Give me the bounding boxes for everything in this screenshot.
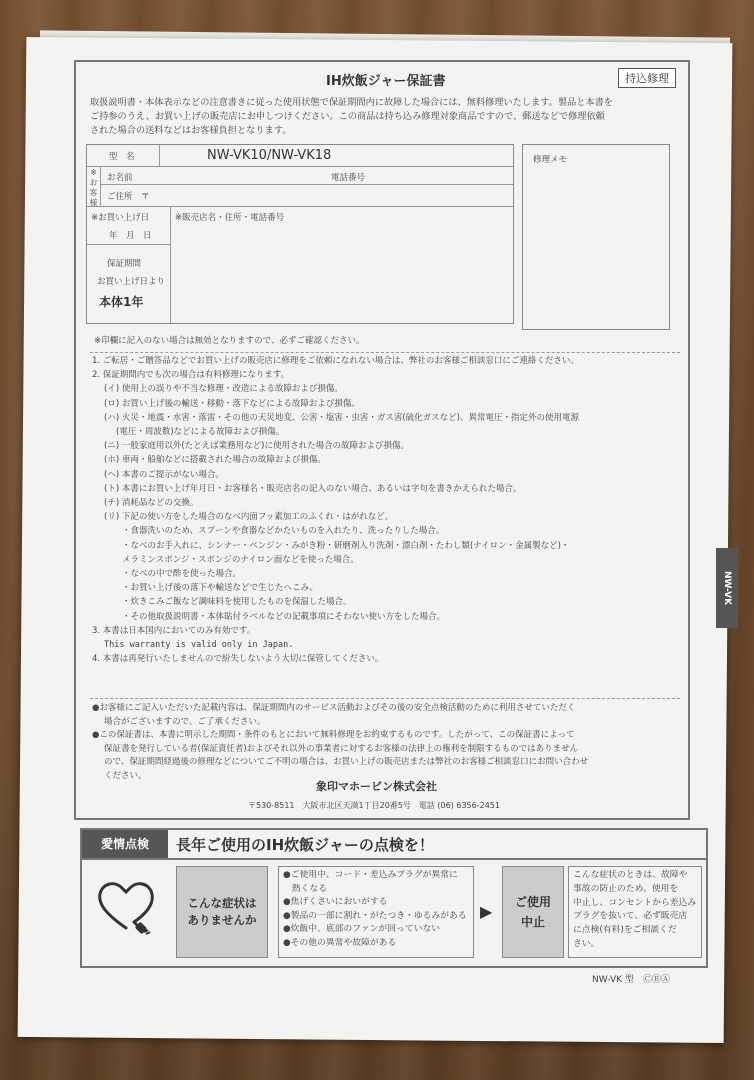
term-line: (ト) 本書にお買い上げ年月日・お客様名・販売店名の記入のない場合、あるいは字句を書きかえられた場合。: [104, 483, 522, 494]
symptom-item: 熱くなる: [283, 883, 327, 894]
intro-line: された場合の送料などはお客様負担となります。: [90, 125, 292, 136]
term-line: (チ) 消耗品などの交換。: [104, 498, 199, 509]
term-line: (ハ) 火災・地震・水害・落雷・その他の天災地変、公害・塩害・虫害・ガス害(硫化ガスなど)、異常電圧・指定外の使用電源: [104, 412, 579, 423]
symptom-item: ●炊飯中、底部のファンが回っていない: [283, 924, 441, 934]
repair-memo-box[interactable]: [522, 144, 670, 330]
footer-notes: [92, 702, 682, 783]
address-row: [101, 185, 513, 207]
warranty-title: IH炊飯ジャー保証書: [326, 74, 446, 89]
title-row: [76, 62, 688, 92]
period-label: 保証期間: [107, 259, 142, 269]
term-line: ・お買い上げ後の落下や輸送などで生じたへこみ。: [122, 583, 319, 594]
footer-note-line: ください。: [104, 770, 147, 781]
footer-note-line: 保証書を発行している者(保証責任者)およびそれ以外の事業者に対するお客様の法律上の権利を制限するものではありません: [104, 743, 579, 754]
arrow-right-icon: ▶: [480, 902, 493, 921]
address-label: ご住所 〒: [107, 192, 150, 202]
term-line: (イ) 使用上の誤りや不当な修理・改造による故障および損傷。: [104, 384, 343, 395]
company-address: 〒530-8511 大阪市北区天満1丁目20番5号 電話 (06) 6356-2451: [248, 801, 500, 810]
footer-note-line: ●お客様にご記入いただいた記載内容は、保証期間内のサービス活動およびその後の安全点検活動のために利用させていただく: [92, 703, 576, 713]
term-line: (ホ) 車両・船舶などに搭載された場合の故障および損傷。: [104, 455, 326, 466]
store-label: ※販売店名・住所・電話番号: [175, 213, 285, 223]
symptom-item: ●焦げくさいにおいがする: [283, 897, 388, 907]
stop-use-label: ご使用 中止: [502, 866, 564, 958]
footer-note-line: 場合がございますので、ご了承ください。: [104, 716, 266, 727]
period-cell: [87, 245, 171, 323]
phone-label: 電話番号: [331, 173, 366, 183]
symptom-item: ●その他の異常や故障がある: [283, 937, 397, 948]
term-line-english: This warranty is valid only in Japan.: [104, 640, 294, 651]
advice-line: こんな症状のときは、故障や: [573, 870, 688, 880]
advice-line: さい。: [573, 938, 600, 949]
footer-divider: [90, 698, 680, 699]
model-divider: [159, 145, 160, 167]
name-label: お名前: [107, 173, 133, 183]
customer-mark: ※お客様: [87, 167, 101, 207]
store-cell: [171, 207, 513, 325]
advice-line: プラグを抜いて、必ず販売店: [573, 911, 688, 922]
term-line: 1. ご転居・ご贈答品などでお買い上げの販売店に修理をご依頼になれない場合は、弊社のお客様ご相談窓口にご連絡ください。: [92, 356, 579, 366]
footer-note-line: ので、保証期間経過後の修理などについてご不明の場合は、お買い上げの販売店または弊社のお客様ご相談窓口にお問い合わせ: [104, 757, 589, 767]
advice-line: に点検(有料)をご相談くだ: [573, 925, 677, 936]
purchase-date-format[interactable]: 年 月 日: [109, 231, 152, 241]
symptom-item: ●ご使用中、コード・差込みプラグが異常に: [283, 870, 458, 880]
warranty-frame: [74, 60, 690, 820]
inspection-tag: 愛情点検: [82, 830, 168, 858]
term-line: メラミンスポンジ・スポンジのナイロン面などを使った場合。: [122, 554, 359, 565]
purchase-date-cell: [87, 207, 171, 245]
repair-type-badge: 持込修理: [618, 68, 676, 88]
term-line: 2. 保証期間内でも次の場合は有料修理になります。: [92, 370, 290, 381]
intro-text: [90, 96, 680, 138]
symptom-question: こんな症状は ありませんか: [176, 866, 268, 958]
advice-line: 中止し、コンセントから差込み: [573, 897, 697, 908]
advice-line: 事故の防止のため、使用を: [573, 883, 679, 894]
term-line: ・食器洗いのため、スプーンや食器などかたいものを入れたり、洗ったりした場合。: [122, 526, 445, 537]
term-line: ・炊きこみご飯など調味料を使用したものを保温した場合。: [122, 597, 352, 608]
side-index-tab: NW-VK: [716, 548, 738, 628]
intro-line: ご持参のうえ、お買い上げの販売店にお申しつけください。この商品は持ち込み修理対象商品ですので、郵送などで修理依頼: [90, 111, 605, 122]
terms-divider: [90, 352, 680, 353]
model-label: 型 名: [109, 152, 135, 162]
stamp-note: ※印欄に記入のない場合は無効となりますので、必ずご確認ください。: [94, 336, 365, 346]
warranty-form: [86, 144, 514, 324]
intro-line: 取扱説明書・本体表示などの注意書きに従った使用状態で保証期間内に故障した場合には、無料修理いたします。製品と本書を: [90, 97, 613, 108]
term-line: 3. 本書は日本国内においてのみ有効です。: [92, 625, 256, 636]
term-line: ・その他取扱説明書・本体貼付ラベルなどの記載事項にそわない使い方をした場合。: [122, 611, 446, 622]
purchase-date-label: ※お買い上げ日: [91, 213, 150, 223]
model-value[interactable]: NW-VK10/NW-VK18: [207, 148, 332, 163]
term-line: (リ) 下記の使い方をした場合のなべ内面フッ素加工のふくれ・はがれなど。: [104, 512, 394, 523]
advice-text: [568, 866, 702, 958]
period-value: 本体1年: [99, 295, 144, 309]
company-name: 象印マホービン株式会社: [316, 780, 437, 793]
term-line: (ロ) お買い上げ後の輸送・移動・落下などによる故障および損傷。: [104, 398, 360, 409]
term-line: 4. 本書は再発行いたしませんので紛失しないよう大切に保管してください。: [92, 654, 384, 665]
footer-note-line: ●この保証書は、本書に明示した期間・条件のもとにおいて無料修理をお約束するものです。したがって、この保証書によって: [92, 730, 575, 740]
term-line: ・なべの中で酢を使った場合。: [122, 569, 242, 580]
term-line: (ニ) 一般家庭用以外(たとえば業務用など)に使用された場合の故障および損傷。: [104, 441, 409, 452]
period-from: お買い上げ日より: [97, 277, 166, 287]
term-line: (電圧・周波数)などによる故障および損傷。: [116, 427, 285, 438]
name-row: [101, 167, 513, 185]
inspection-panel: [80, 828, 708, 968]
model-row: [87, 145, 513, 167]
symptom-item: ●製品の一部に割れ・がたつき・ゆるみがある: [283, 910, 467, 921]
term-line: (ヘ) 本書のご提示がない場合。: [104, 469, 224, 480]
inspection-title: 長年ご使用のIH炊飯ジャーの点検を！: [176, 836, 434, 854]
terms-list: [92, 354, 682, 666]
term-line: ・なべのお手入れに、シンナー・ベンジン・みがき粉・研磨剤入り洗剤・漂白剤・たわし類(ナイロン・金属製など)・: [122, 540, 570, 551]
symptom-list: [278, 866, 474, 958]
inspection-rule: [82, 858, 706, 860]
model-code: NW-VK 型 ⒸⒷⒶ: [592, 975, 670, 985]
repair-memo-label: 修理メモ: [533, 155, 568, 165]
heart-plug-icon: [94, 874, 158, 938]
